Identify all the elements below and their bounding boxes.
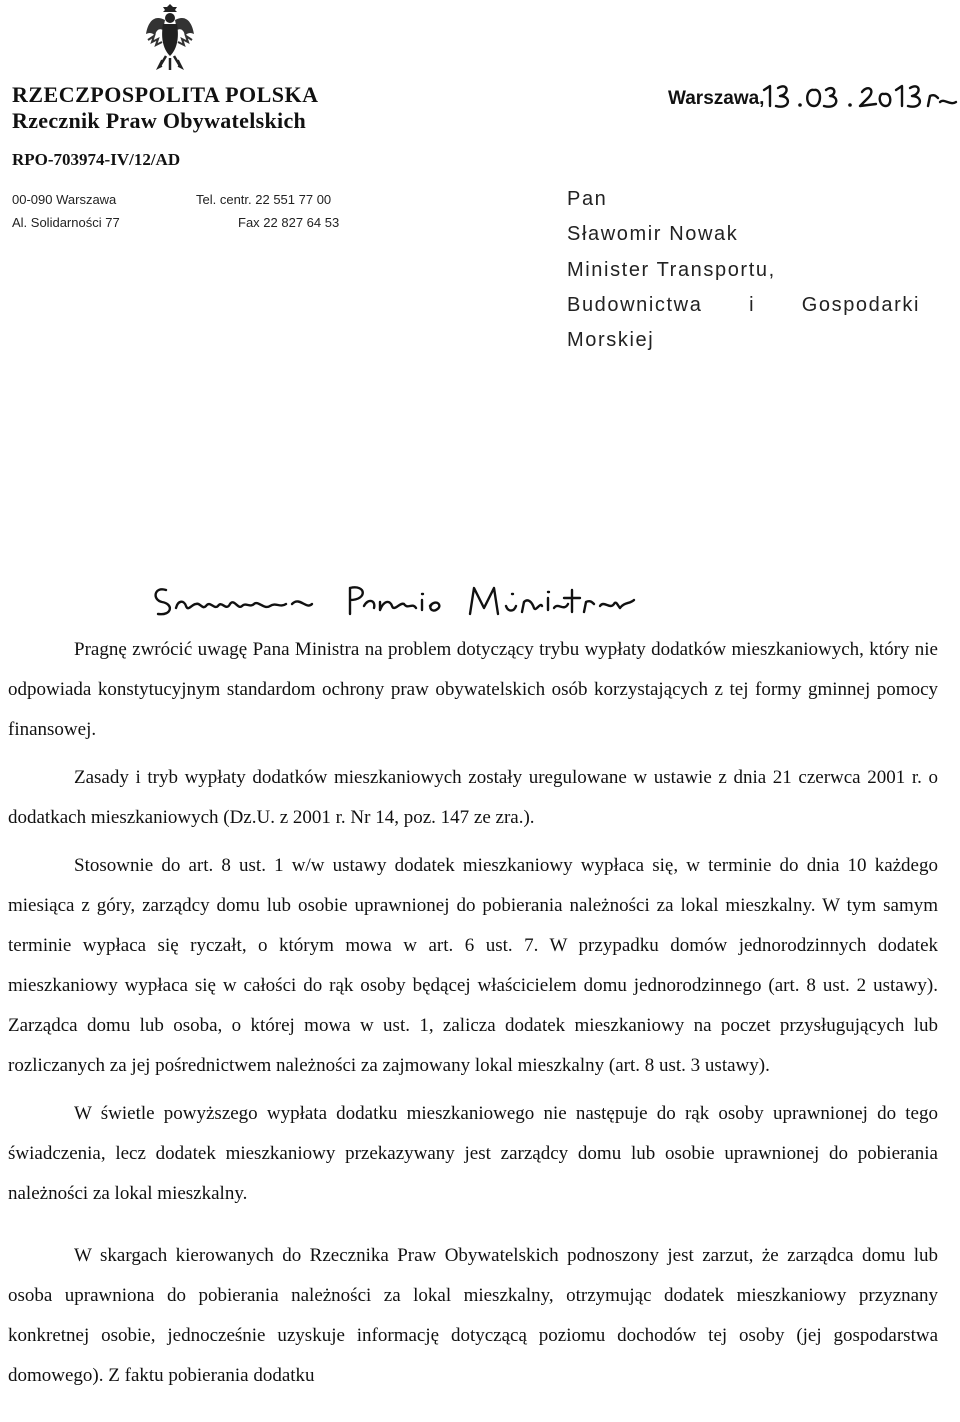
reference-number: RPO-703974-IV/12/AD (12, 150, 181, 169)
recipient-position: Minister Transportu, (567, 259, 776, 281)
body-paragraph: W skargach kierowanych do Rzecznika Praw Obywatelskich podnoszony jest zarzut, że zarządca domu lub osoba uprawniona do pobierania należności za lokal mieszkalny, otrzymując dodatek mieszkaniowy przyznany konkretnej osobie, jednocześnie uzyskuje informację dotyczącą poziomu dochodów tej osoby (jej gospodarstwa domowego). Z faktu pobierania dodatku (8, 1245, 938, 1386)
recipient-title: Pan (567, 188, 608, 210)
recipient-position-end: Morskiej (567, 329, 655, 351)
state-emblem-icon (144, 0, 196, 76)
recipient-name: Sławomir Nowak (567, 223, 739, 245)
recipient-position-cont (567, 294, 920, 317)
letter-city: Warszawa, (668, 88, 765, 109)
institution-office: Rzecznik Praw Obywatelskich (12, 108, 307, 133)
recipient-word: i (749, 294, 756, 316)
handwritten-salutation (152, 582, 642, 624)
institution-name: RZECZPOSPOLITA POLSKA (12, 82, 319, 107)
body-paragraph: Pragnę zwrócić uwagę Pana Ministra na problem dotyczący trybu wypłaty dodatków mieszkaniowych, który nie odpowiada konstytucyjnym standardom ochrony praw obywatelskich osób korzystających z tej formy gminnej pomocy finansowej. (8, 639, 938, 740)
handwritten-date (760, 80, 960, 110)
letter-body (8, 630, 938, 1396)
fax-number: Fax 22 827 64 53 (238, 215, 340, 230)
recipient-word: Budownictwa (567, 294, 703, 316)
address-postal: 00-090 Warszawa (12, 192, 117, 207)
body-paragraph: W świetle powyższego wypłata dodatku mieszkaniowego nie następuje do rąk osoby uprawnionej do tego świadczenia, lecz dodatek mieszkaniowy przekazywany jest zarządcy domu lub osobie uprawnionej do pobierania należności za lokal mieszkalny. (8, 1103, 938, 1204)
body-paragraph: Stosownie do art. 8 ust. 1 w/w ustawy dodatek mieszkaniowy wypłaca się, w terminie do dnia 10 każdego miesiąca z góry, zarządcy domu lub osobie uprawnionej do pobierania należności za lokal mieszkalny. W tym samym terminie wypłaca się ryczałt, o którym mowa w art. 6 ust. 7. W przypadku domów jednorodzinnych dodatek mieszkaniowy wypłaca się w całości do rąk osoby będącej właścicielem domu jednorodzinnego (art. 8 ust. 2 ustawy). Zarządca domu lub osoba, o której mowa w ust. 1, zalicza dodatek mieszkaniowy na poczet przysługujących lub rozliczanych za jej pośrednictwem należności za zajmowany lokal mieszkalny (art. 8 ust. 3 ustawy). (8, 855, 938, 1076)
recipient-word: Gospodarki (801, 294, 920, 316)
phone-number: Tel. centr. 22 551 77 00 (196, 192, 332, 207)
body-paragraph: Zasady i tryb wypłaty dodatków mieszkaniowych zostały uregulowane w ustawie z dnia 21 czerwca 2001 r. o dodatkach mieszkaniowych (Dz.U. z 2001 r. Nr 14, poz. 147 ze zra.). (8, 767, 938, 828)
address-street: Al. Solidarności 77 (12, 215, 120, 230)
